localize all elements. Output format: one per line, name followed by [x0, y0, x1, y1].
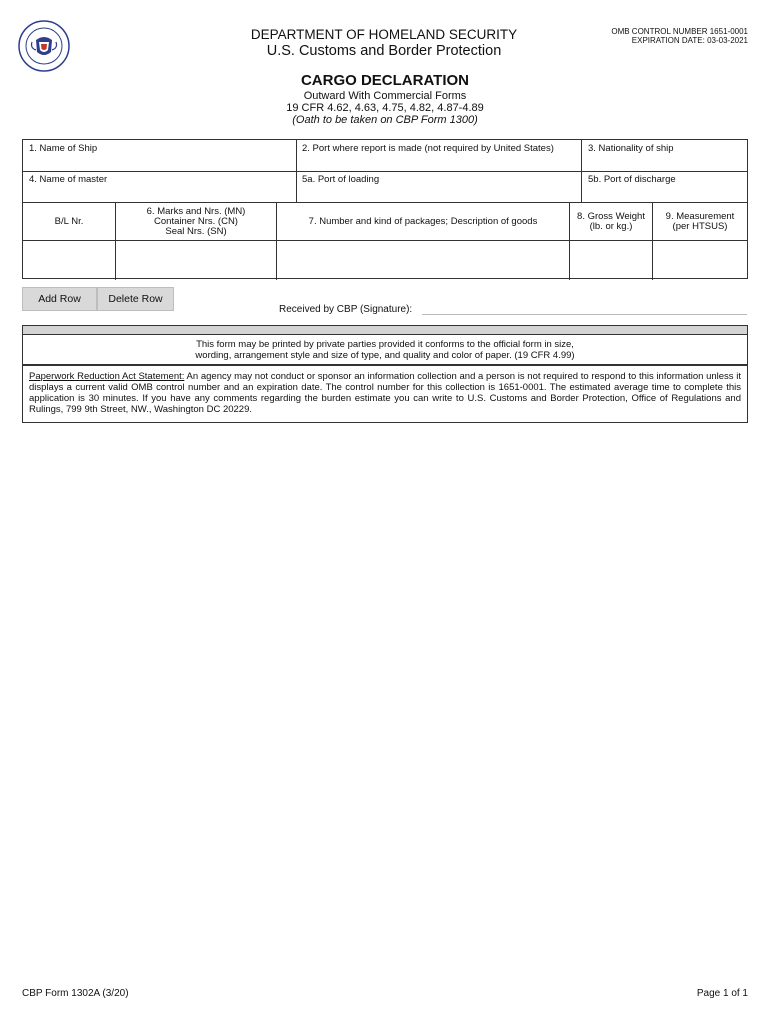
print-notice: [22, 335, 748, 365]
table-cell-measurement[interactable]: [653, 241, 747, 279]
form-id: CBP Form 1302A (3/20): [22, 988, 129, 999]
pra-heading: Paperwork Reduction Act Statement:: [29, 371, 185, 382]
table-cell-weight[interactable]: [570, 241, 652, 279]
expiration-date: EXPIRATION DATE: 03-03-2021: [631, 36, 748, 45]
divider-band: [22, 325, 748, 335]
signature-field[interactable]: [422, 314, 747, 315]
nationality-field[interactable]: 3. Nationality of ship: [588, 143, 674, 154]
notice-line-2: wording, arrangement style and size of type, and quality and color of paper. (19 CFR 4.99): [195, 350, 575, 361]
marks-line-2: Container Nrs. (CN): [154, 215, 238, 227]
port-discharge-field[interactable]: 5b. Port of discharge: [588, 174, 676, 185]
page-number: Page 1 of 1: [696, 988, 748, 999]
weight-line-1: 8. Gross Weight: [577, 210, 645, 222]
pra-body: An agency may not conduct or sponsor an information collection and a person is not required to respond to this information unless it displays a current valid OMB control number and an expiration date. The control number for this collection is 1651-0001. The estimated average time to complete this application is 30 minutes. If you have any comments regarding the burden estimate you can write to U.S. Customs and Border Protection, Office of Regulations and Rulings, 799 9th Street, NW., Washington DC 20229.: [29, 371, 741, 415]
marks-line-1: 6. Marks and Nrs. (MN): [146, 205, 246, 217]
oath-note: (Oath to be taken on CBP Form 1300): [292, 114, 478, 126]
weight-line-2: (lb. or kg.): [589, 220, 633, 232]
table-cell-marks[interactable]: [116, 241, 276, 279]
measure-line-1: 9. Measurement: [665, 210, 735, 222]
measure-line-2: (per HTSUS): [672, 220, 728, 232]
col-header-packages: 7. Number and kind of packages; Description of goods: [308, 215, 538, 227]
port-report-field[interactable]: 2. Port where report is made (not required by United States): [302, 143, 554, 154]
cfr-reference: 19 CFR 4.62, 4.63, 4.75, 4.82, 4.87-4.89: [286, 102, 484, 114]
delete-row-button[interactable]: Delete Row: [97, 287, 174, 311]
add-row-button[interactable]: Add Row: [22, 287, 97, 311]
table-cell-packages[interactable]: [277, 241, 569, 279]
col-header-weight: [570, 203, 652, 240]
cargo-grid: [22, 139, 748, 279]
department-name: DEPARTMENT OF HOMELAND SECURITY: [250, 27, 518, 42]
omb-control-number: OMB CONTROL NUMBER 1651-0001: [611, 27, 748, 36]
col-header-bl: B/L Nr.: [54, 215, 84, 227]
form-title: CARGO DECLARATION: [300, 72, 470, 89]
paperwork-reduction-statement: [22, 365, 748, 423]
form-subtitle: Outward With Commercial Forms: [303, 90, 467, 102]
notice-line-1: This form may be printed by private parties provided it conforms to the official form in size,: [196, 339, 574, 350]
col-header-measurement: [653, 203, 747, 240]
omb-info: [611, 27, 748, 45]
marks-line-3: Seal Nrs. (SN): [165, 225, 227, 237]
name-of-master-field[interactable]: 4. Name of master: [29, 174, 108, 185]
table-cell-bl[interactable]: [23, 241, 115, 279]
name-of-ship-field[interactable]: 1. Name of Ship: [29, 143, 98, 154]
col-header-marks: [116, 203, 276, 240]
received-by-label: Received by CBP (Signature):: [279, 304, 413, 315]
agency-name: U.S. Customs and Border Protection: [266, 43, 502, 59]
port-loading-field[interactable]: 5a. Port of loading: [302, 174, 380, 185]
